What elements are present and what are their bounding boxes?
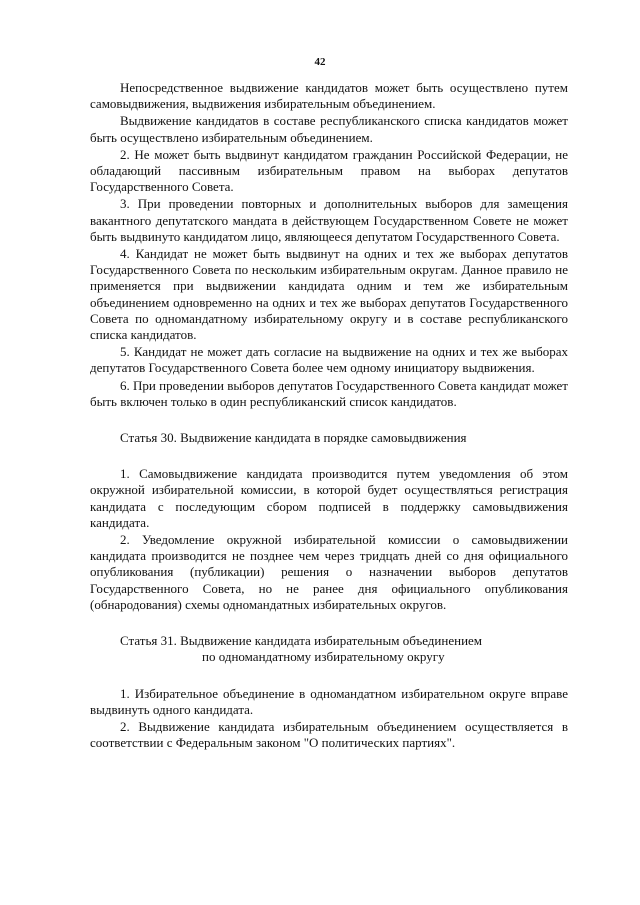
article-30-heading: Статья 30. Выдвижение кандидата в порядке самовыдвижения (120, 430, 467, 446)
paragraph: 4. Кандидат не может быть выдвинут на одних и тех же выборах депутатов Государственного Совета по нескольким избирательным округам. Данное правило не применяется при выдвижении кандидата одним и тем же избирательным объединением одновременно на одних и тех же выборах депутатов Государственного Совета по одномандатному избирательному округу и в составе республиканского списка кандидатов. (90, 246, 568, 343)
paragraph: Выдвижение кандидатов в составе республиканского списка кандидатов может быть осуществлено избирательным объединением. (90, 113, 568, 145)
paragraph: 2. Не может быть выдвинут кандидатом гражданин Российской Федерации, не обладающий пассивным избирательным правом на выборах депутатов Государственного Совета. (90, 146, 568, 195)
paragraph: 3. При проведении повторных и дополнительных выборов для замещения вакантного депутатского мандата в действующем Государственном Совете не может быть выдвинуто кандидатом лицо, являющееся депутатом Государственного Совета. (90, 196, 568, 244)
article-31-heading-line1: Статья 31. Выдвижение кандидата избирательным объединением (120, 633, 483, 649)
paragraph: 5. Кандидат не может дать согласие на выдвижение на одних и тех же выборах депутатов Государственного Совета более чем одному инициатору выдвижения. (90, 344, 568, 376)
paragraph: 1. Избирательное объединение в одномандатном избирательном округе вправе выдвинуть одного кандидата. (90, 685, 568, 717)
paragraph: 6. При проведении выборов депутатов Государственного Совета кандидат может быть включен только в один республиканский список кандидатов. (90, 377, 568, 409)
paragraph: 1. Самовыдвижение кандидата производится путем уведомления об этом окружной избирательной комиссии, в которой будет осуществляться регистрация кандидата с последующим сбором подписей в поддержку самовыдвижения кандидата. (90, 466, 568, 530)
article-31-heading (90, 633, 568, 665)
document-body (90, 80, 568, 752)
page-number: 42 (314, 56, 326, 68)
paragraph: 2. Выдвижение кандидата избирательным объединением осуществляется в соответствии с Федеральным законом "О политических партиях". (90, 718, 568, 751)
paragraph: Непосредственное выдвижение кандидатов может быть осуществлено путем самовыдвижения, выдвижения избирательным объединением. (90, 80, 568, 112)
article-31-heading-line2: по одномандатному избирательному округу (202, 649, 445, 665)
paragraph: 2. Уведомление окружной избирательной комиссии о самовыдвижении кандидата производится не позднее чем через тридцать дней со дня официального опубликования (публикации) решения о назначении выборов депутатов Государственного Совета, но не ранее дня официального опубликования (обнародования) схемы одномандатных избирательных округов. (90, 532, 568, 612)
